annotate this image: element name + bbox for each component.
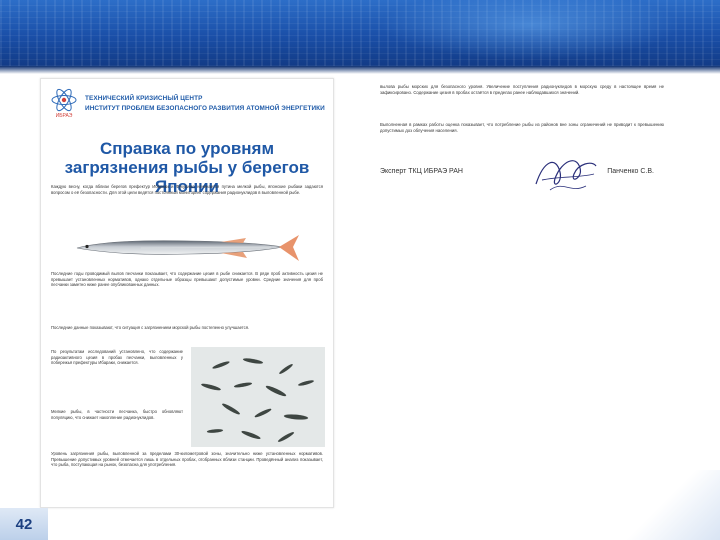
paragraph-intro: Каждую весну, когда вблизи берегов префектур Ибараки и Фукусима начинается путина мелкой рыбы, японские рыбаки задаются вопросом о её безопасности. Для этой цели ведётся постоянный мониторинг содержания радионуклидов в выловленной рыбе. (51, 184, 323, 195)
banner-glow (380, 0, 680, 60)
corner-decoration (580, 470, 720, 540)
fish-school-photo (191, 347, 325, 447)
sand-lance-fish-image (71, 231, 301, 265)
signature-name: Панченко С.В. (607, 168, 654, 175)
paragraph-small-fish: Мелкие рыбы, в частности песчанка, быстро обновляют популяцию, что снижает накопление радионуклидов. (51, 409, 183, 420)
slide-page-number: 42 (0, 508, 48, 540)
banner-shadow-bar (0, 66, 720, 74)
signature-expert-title: Эксперт ТКЦ ИБРАЭ РАН (380, 168, 463, 175)
signature-row (380, 164, 664, 184)
logo-label: ИБРАЭ (55, 113, 73, 119)
document-page-right (372, 78, 672, 198)
paragraph-results: Последние годы проводимый вылов песчанки показывает, что содержание цезия в рыбе снижается. В ряде проб активность цезия не превышает установленных нормативов, однако отдельные образцы превышают допустимые уровни. Средние значения для проб песчанки заметно ниже ранее опубликованных данных. (51, 271, 323, 288)
paragraph-research: По результатам исследований установлено, что содержание радиоактивного цезия в пробах песчанки, выловленных у побережья префектуры Ибараки, снижается. (51, 349, 183, 366)
handwritten-signature (530, 150, 600, 198)
org-name-line2: ИНСТИТУТ ПРОБЛЕМ БЕЗОПАСНОГО РАЗВИТИЯ АТОМНОЙ ЭНЕРГЕТИКИ (85, 105, 325, 112)
org-name-line1: ТЕХНИЧЕСКИЙ КРИЗИСНЫЙ ЦЕНТР (85, 95, 203, 102)
atom-logo-icon (49, 87, 79, 119)
document-title: Справка по уровням загрязнения рыбы у берегов Японии (64, 139, 310, 196)
right-paragraph-2: Выполненная в рамках работы оценка показывает, что потребление рыбы из районов вне зоны ограничений не приводит к превышению допустимых доз облучения населения. (380, 122, 664, 133)
right-paragraph-1: вылова рыбы морских для безопасного уровня. Увеличение поступления радионуклидов в морскую среду в настоящее время не зафиксировано. Содержание цезия в пробах остаётся в пределах ранее наблюдавшихся значений. (380, 84, 664, 95)
document-page-left (40, 78, 334, 508)
org-header (49, 87, 325, 121)
header-banner (0, 0, 720, 66)
paragraph-conclusion: Уровень загрязнения рыбы, выловленной за пределами 30-километровой зоны, значительно ниже установленных нормативов. Превышение допустимых уровней отмечается лишь в отдельных пробах, отобранных вблизи станции. Проведённый анализ показывает, что рыба, поступающая на рынок, безопасна для употребления. (51, 451, 323, 468)
paragraph-trend: Последние данные показывают, что ситуация с загрязнением морской рыбы постепенно улучшается. (51, 325, 250, 330)
